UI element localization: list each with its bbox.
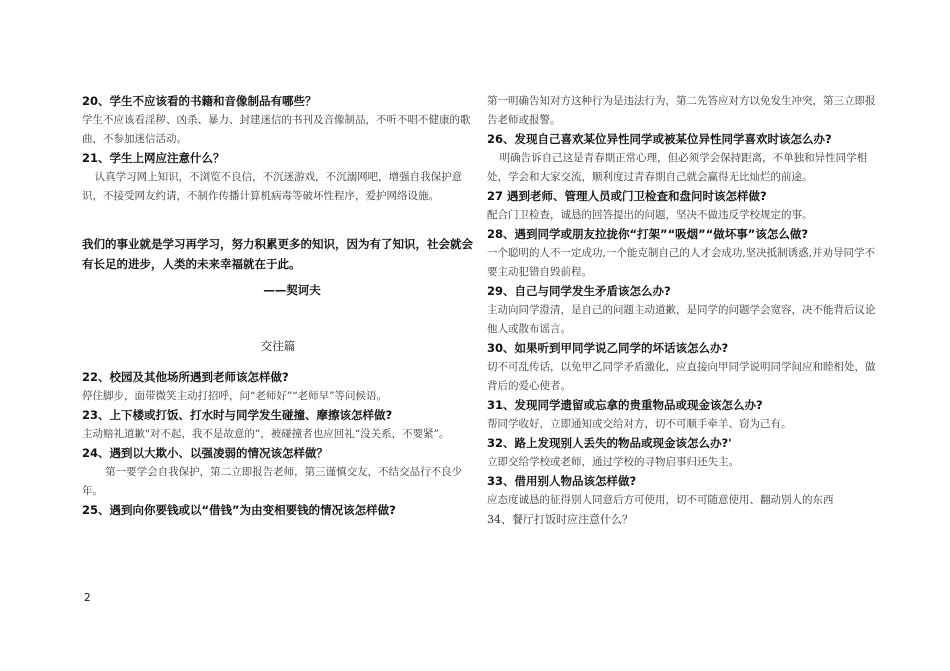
question-24: 24、遇到以大欺小、以强凌弱的情况该怎样做？ xyxy=(82,446,329,460)
quote-author: ——契诃夫 xyxy=(263,283,321,297)
answer-23: 主动赔礼道歉"对不起，我不是故意的”，被碰撞者也应回礼“没关系，不要紧”。 xyxy=(82,428,450,440)
answer-31: 帮同学收好，立即通知或交给对方，切不可顺手牵羊、窃为己有。 xyxy=(487,418,792,430)
answer-26: 明确告诉自己这是青春期正常心理，但必须学会保持距离，不单独和异性同学相处，学会和大家交流，顺利度过青春期自己就会赢得无比灿烂的前途。 xyxy=(487,152,868,183)
right-column xyxy=(487,92,879,529)
answer-29: 主动向同学澄清，是自己的问题主动道歉，是同学的问题学会宽容，决不能背后议论他人或散布谣言。 xyxy=(487,304,876,335)
question-21: 21、学生上网应注意什么？ xyxy=(82,151,225,165)
answer-28: 一个聪明的人不一定成功,一个能克制自己的人才会成功,坚决抵制诱惑,并劝导同学不要主动犯错自毁前程。 xyxy=(487,247,876,278)
question-27: 27 遇到老师、管理人员或门卫检查和盘问时该怎样做? xyxy=(487,189,767,203)
question-29: 29、自己与同学发生矛盾该怎么办? xyxy=(487,284,671,298)
left-column xyxy=(82,92,474,520)
question-30: 30、如果听到甲同学说乙同学的坏话该怎么办? xyxy=(487,341,729,355)
answer-24: 第一要学会自我保护，第二立即报告老师，第三谨慎交友，不结交品行不良少年。 xyxy=(82,466,463,497)
answer-20: 学生不应该看淫秽、凶杀、暴力、封建迷信的书刊及音像制品，不听不唱不健康的歌曲，不参加迷信活动。 xyxy=(82,114,471,145)
question-31: 31、发现同学遗留或忘拿的贵重物品或现金该怎么办? xyxy=(487,398,763,412)
question-34: 34、餐厅打饭时应注意什么？ xyxy=(487,513,633,526)
quote-text: 我们的事业就是学习再学习，努力积累更多的知识，因为有了知识，社会就会有长足的进步，人类的未来幸福就在于此。 xyxy=(82,237,473,271)
answer-27: 配合门卫检查，诚恳的回答提出的问题，坚决不做违反学校规定的事。 xyxy=(487,209,813,221)
section-title: 交往篇 xyxy=(260,339,296,353)
question-33: 33、借用别人物品该怎样做? xyxy=(487,474,637,488)
question-20: 20、学生不应该看的书籍和音像制品有哪些？ xyxy=(82,94,317,108)
answer-21: 认真学习网上知识，不浏览不良信，不沉迷游戏，不沉溺网吧，增强自我保护意识，不接受网友约请，不制作传播计算机病毒等破坏性程序，爱护网络设施。 xyxy=(82,171,463,202)
answer-32: 立即交给学校或老师，通过学校的寻物启事归还失主。 xyxy=(487,456,739,468)
answer-22: 停住脚步，面带微笑主动打招呼，问“老师好”“老师早”等问候语。 xyxy=(82,390,387,402)
answer-25: 第一明确告知对方这种行为是违法行为，第二先答应对方以免发生冲突，第三立即报告老师或报警。 xyxy=(487,95,876,126)
question-22: 22、校园及其他场所遇到老师该怎样做? xyxy=(82,370,289,384)
question-32: 32、路上发现别人丢失的物品或现金该怎么办?' xyxy=(487,436,732,450)
question-26: 26、发现自己喜欢某位异性同学或被某位异性同学喜欢时该怎么办? xyxy=(487,132,832,146)
question-23: 23、上下楼或打饭、打水时与同学发生碰撞、摩擦该怎样做? xyxy=(82,408,393,422)
question-25: 25、遇到向你要钱或以“借钱”为由变相要钱的情况该怎样做? xyxy=(82,503,396,517)
page-number: 2 xyxy=(84,592,91,604)
answer-30: 切不可乱传话，以免甲乙同学矛盾激化，应直接向甲同学说明同学间应和睦相处，做背后的爱心使者。 xyxy=(487,361,876,392)
answer-33: 应态度诚恳的征得别人同意后方可使用，切不可随意使用、翻动别人的东西 xyxy=(487,494,834,506)
question-28: 28、遇到同学或朋友拉拢你“打架”“吸烟”“做坏事”该怎么做? xyxy=(487,227,809,241)
